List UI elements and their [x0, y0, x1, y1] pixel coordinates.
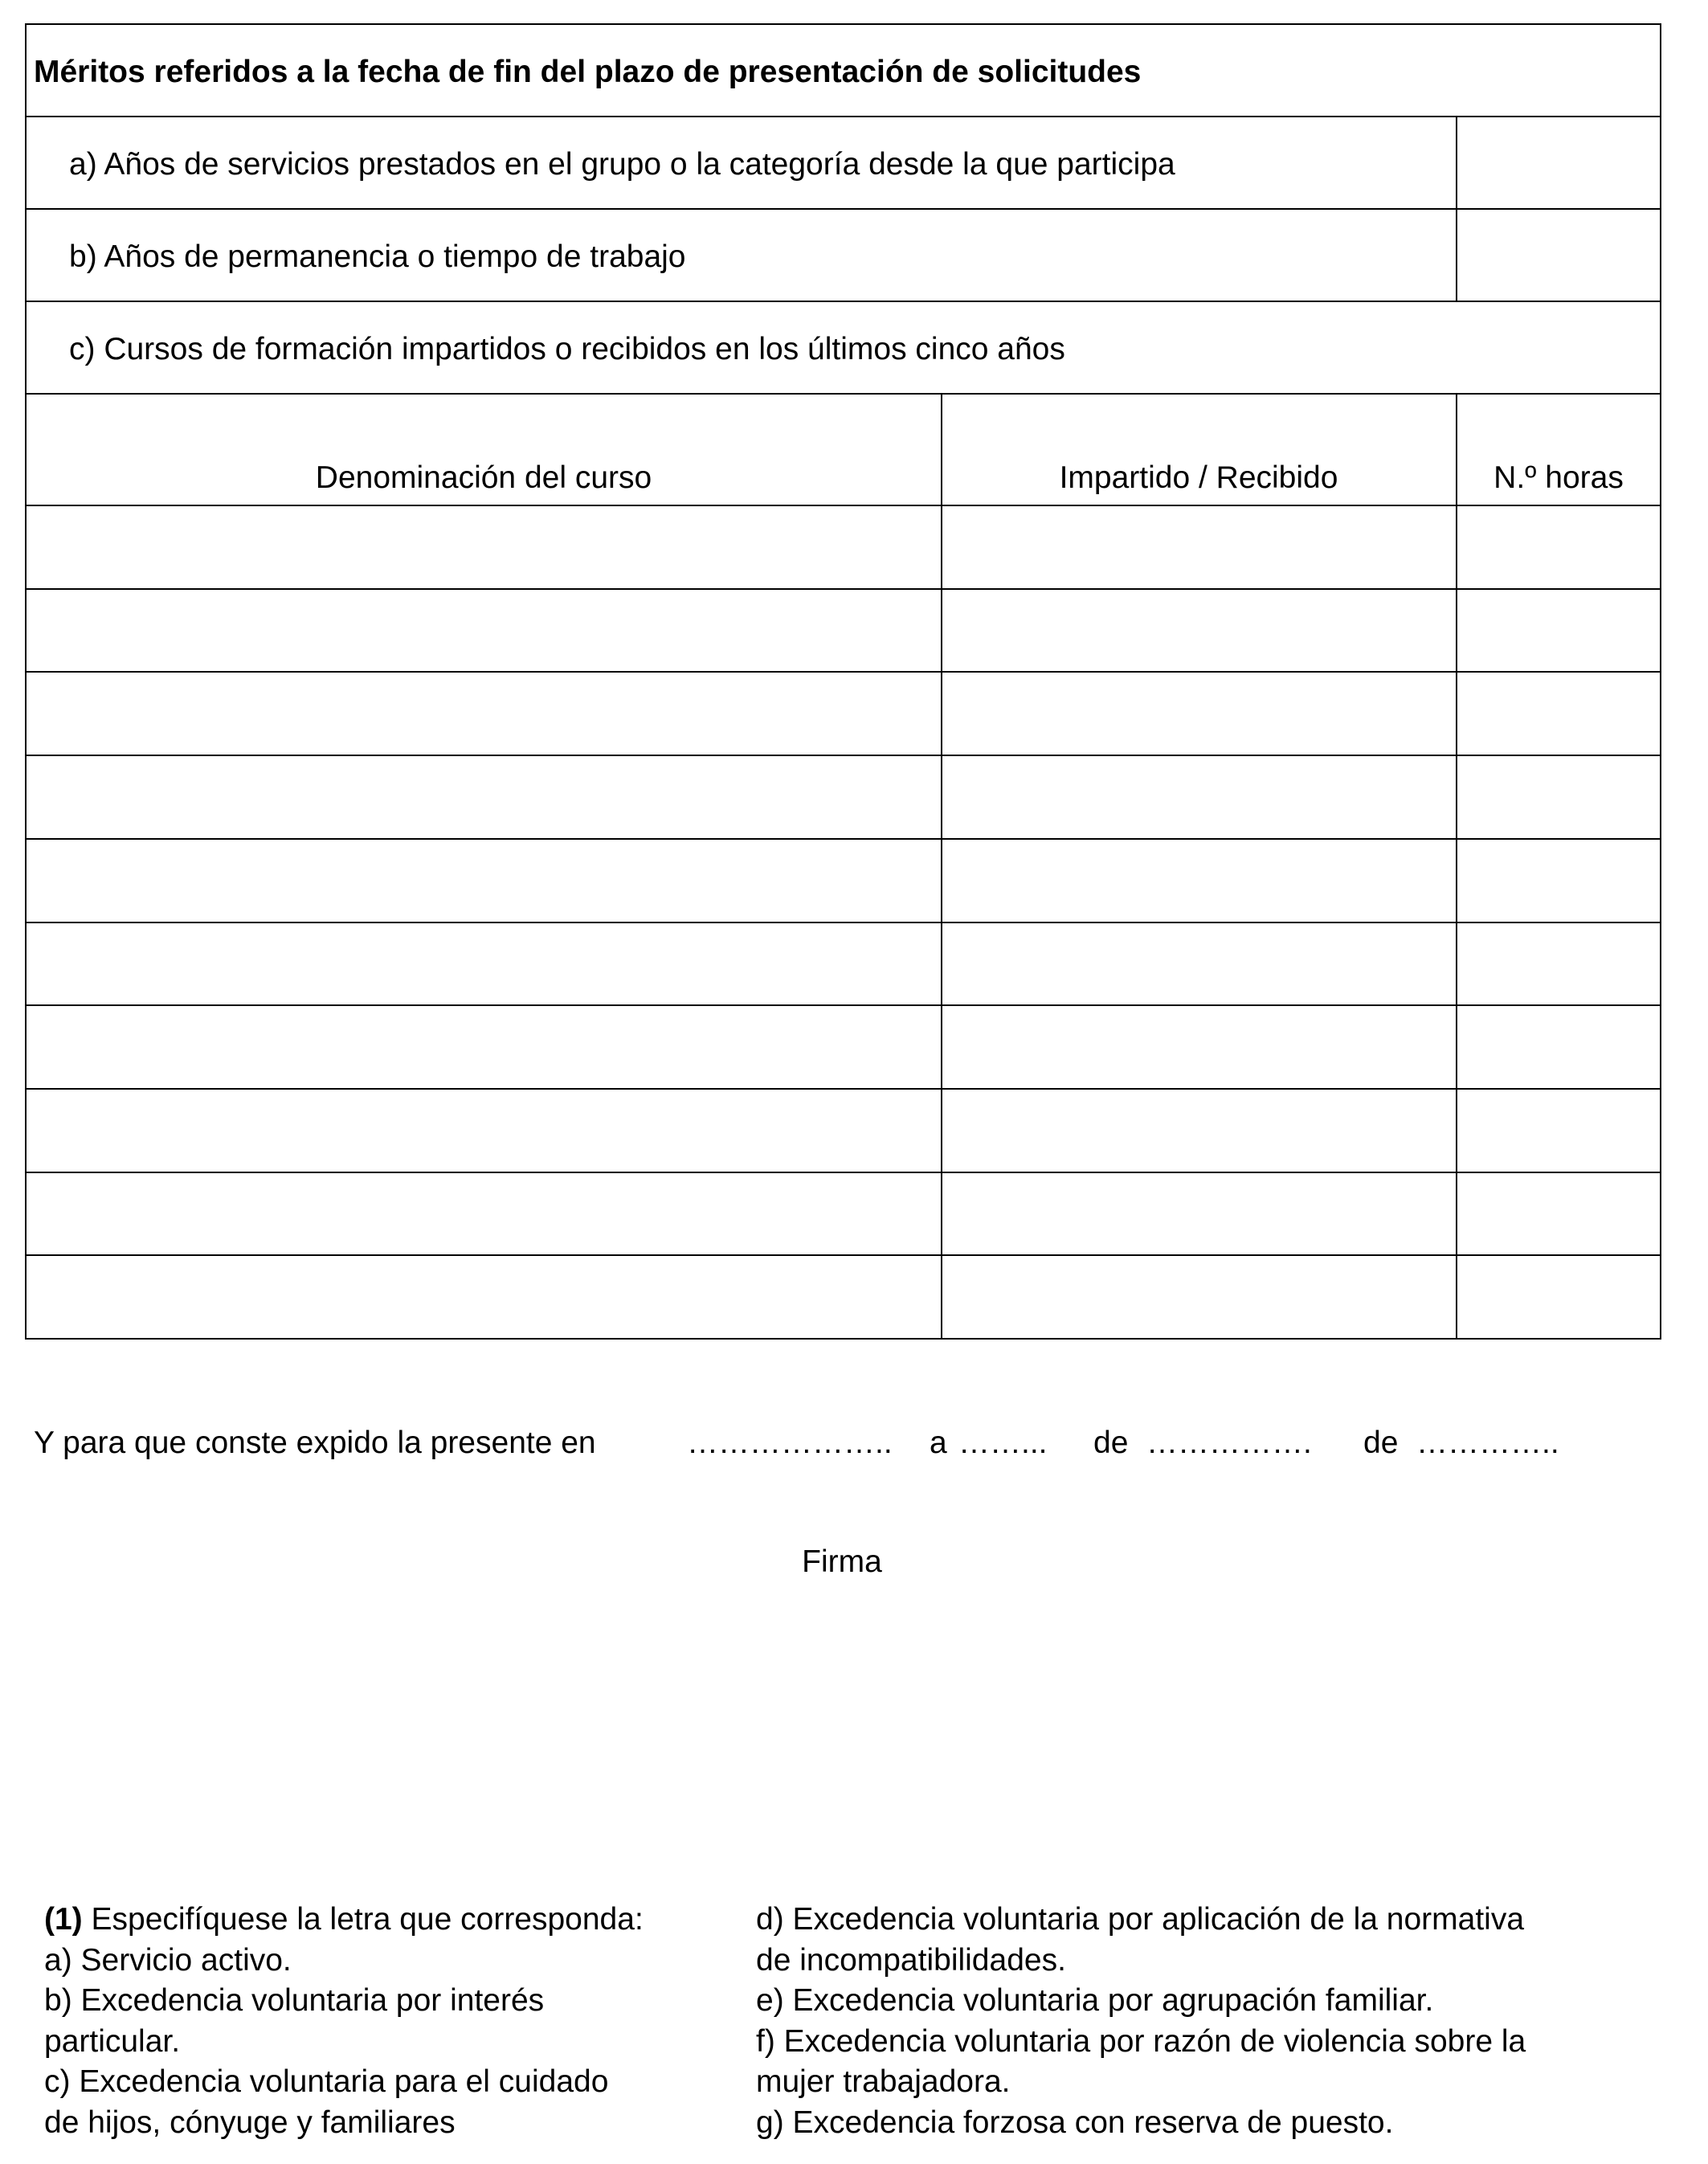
word-de: de [1363, 1426, 1399, 1460]
table-title: Méritos referidos a la fecha de fin del plazo de presentación de solicitudes [34, 55, 1142, 89]
taught-received-cell[interactable] [942, 673, 1456, 755]
footnote-left-line: c) Excedencia voluntaria para el cuidado [44, 2064, 609, 2100]
course-name-cell[interactable] [27, 1256, 941, 1338]
row-b-label: b) Años de permanencia o tiempo de trabajo [69, 239, 686, 274]
column-header-taught-received: Impartido / Recibido [1059, 460, 1338, 495]
hours-cell[interactable] [1457, 840, 1660, 922]
column-header-course-name: Denominación del curso [315, 460, 652, 495]
hours-cell[interactable] [1457, 1090, 1660, 1172]
row-divider [25, 393, 1661, 395]
column-divider [1456, 393, 1457, 1339]
footnote-left-line: a) Servicio activo. [44, 1942, 292, 1978]
place-blank[interactable]: ……………….. [687, 1426, 893, 1460]
taught-received-cell[interactable] [942, 1006, 1456, 1088]
footnote-left-line: b) Excedencia voluntaria por interés [44, 1983, 545, 2019]
footnote-intro [44, 1900, 644, 1941]
closing-text: Y para que conste expido la presente en [34, 1426, 596, 1460]
footnote-right-line: g) Excedencia forzosa con reserva de puesto. [756, 2105, 1394, 2140]
course-name-cell[interactable] [27, 590, 941, 672]
hours-cell[interactable] [1457, 1173, 1660, 1255]
hours-cell[interactable] [1457, 1256, 1660, 1338]
footnote-right-line: d) Excedencia voluntaria por aplicación de la normativa [756, 1902, 1525, 1937]
column-header-hours: N.º horas [1493, 460, 1624, 495]
taught-received-cell[interactable] [942, 756, 1456, 838]
course-name-cell[interactable] [27, 1006, 941, 1088]
hours-cell[interactable] [1457, 506, 1660, 588]
table-border-bottom [25, 1338, 1661, 1340]
hours-cell[interactable] [1457, 923, 1660, 1005]
signature-label: Firma [802, 1544, 882, 1579]
taught-received-cell[interactable] [942, 506, 1456, 588]
hours-cell[interactable] [1457, 673, 1660, 755]
footnote-marker: (1) [44, 1902, 83, 1937]
taught-received-cell[interactable] [942, 923, 1456, 1005]
taught-received-cell[interactable] [942, 1090, 1456, 1172]
course-name-cell[interactable] [27, 756, 941, 838]
taught-received-cell[interactable] [942, 840, 1456, 922]
row-divider [25, 301, 1661, 302]
word-de: de [1093, 1426, 1129, 1460]
course-name-cell[interactable] [27, 840, 941, 922]
word-a: a [930, 1426, 947, 1460]
course-name-cell[interactable] [27, 1090, 941, 1172]
day-blank[interactable]: ……... [958, 1426, 1048, 1460]
month-blank[interactable]: ……………. [1146, 1426, 1312, 1460]
course-name-cell[interactable] [27, 923, 941, 1005]
course-name-cell[interactable] [27, 1173, 941, 1255]
row-c-label: c) Cursos de formación impartidos o recibidos en los últimos cinco años [69, 332, 1065, 366]
taught-received-cell[interactable] [942, 1256, 1456, 1338]
row-divider [25, 208, 1661, 210]
column-divider [941, 393, 942, 1339]
year-blank[interactable]: ………….. [1416, 1426, 1559, 1460]
footnote-intro-text: Especifíquese la letra que corresponda: [91, 1902, 644, 1937]
hours-cell[interactable] [1457, 1006, 1660, 1088]
course-name-cell[interactable] [27, 506, 941, 588]
row-b-value-cell[interactable] [1457, 210, 1660, 301]
taught-received-cell[interactable] [942, 1173, 1456, 1255]
taught-received-cell[interactable] [942, 590, 1456, 672]
row-a-value-cell[interactable] [1457, 117, 1660, 208]
footnote-left-line: de hijos, cónyuge y familiares [44, 2105, 456, 2140]
footnote-right-line: f) Excedencia voluntaria por razón de violencia sobre la [756, 2023, 1526, 2059]
row-a-label: a) Años de servicios prestados en el grupo o la categoría desde la que participa [69, 147, 1175, 182]
table-border-right [1660, 23, 1661, 1340]
row-divider [25, 116, 1661, 117]
course-name-cell[interactable] [27, 673, 941, 755]
table-border-top [25, 23, 1661, 25]
footnote-right-line: e) Excedencia voluntaria por agrupación familiar. [756, 1983, 1434, 2019]
footnote-right-line: de incompatibilidades. [756, 1942, 1066, 1978]
footnote-right-line: mujer trabajadora. [756, 2064, 1011, 2100]
hours-cell[interactable] [1457, 590, 1660, 672]
hours-cell[interactable] [1457, 756, 1660, 838]
footnote-left-line: particular. [44, 2023, 181, 2059]
